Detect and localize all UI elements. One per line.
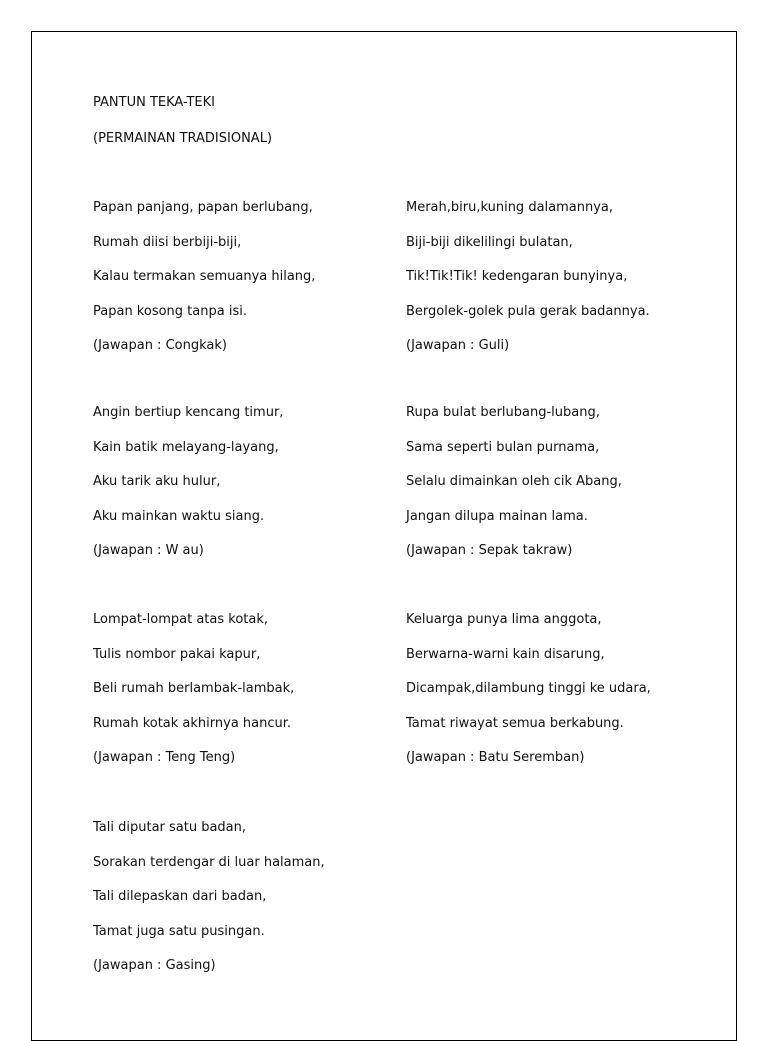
- pantun-line: Sorakan terdengar di luar halaman,: [93, 854, 325, 870]
- pantun-line: Kalau termakan semuanya hilang,: [93, 269, 316, 284]
- pantun-answer: (Jawapan : Sepak takraw): [406, 543, 573, 558]
- pantun-line: Berwarna-warni kain disarung,: [406, 646, 605, 662]
- pantun-line: Biji-biji dikelilingi bulatan,: [406, 234, 573, 250]
- pantun-line: Rumah diisi berbiji-biji,: [93, 234, 242, 250]
- pantun-sepak-takraw: [406, 405, 716, 578]
- pantun-congkak: [93, 200, 403, 373]
- pantun-line: Papan panjang, papan berlubang,: [93, 200, 313, 215]
- pantun-line: Kain batik melayang-layang,: [93, 439, 279, 455]
- pantun-line: Tali dilepaskan dari badan,: [93, 889, 267, 904]
- pantun-batu-seremban: [406, 612, 716, 785]
- pantun-line: Tali diputar satu badan,: [93, 820, 247, 835]
- pantun-line: Beli rumah berlambak-lambak,: [93, 681, 295, 696]
- pantun-line: Papan kosong tanpa isi.: [93, 303, 247, 319]
- pantun-answer: (Jawapan : Teng Teng): [93, 750, 236, 765]
- pantun-line: Rumah kotak akhirnya hancur.: [93, 715, 292, 731]
- pantun-line: Bergolek-golek pula gerak badannya.: [406, 303, 650, 319]
- pantun-answer: (Jawapan : Congkak): [93, 338, 227, 353]
- pantun-line: Selalu dimainkan oleh cik Abang,: [406, 474, 622, 489]
- pantun-line: Jangan dilupa mainan lama.: [406, 508, 588, 524]
- document-page: [31, 31, 737, 1041]
- pantun-guli: [406, 200, 716, 373]
- pantun-line: Keluarga punya lima anggota,: [406, 612, 602, 627]
- pantun-line: Tamat juga satu pusingan.: [93, 923, 265, 939]
- pantun-line: Sama seperti bulan purnama,: [406, 439, 600, 455]
- pantun-line: Angin bertiup kencang timur,: [93, 405, 284, 420]
- pantun-answer: (Jawapan : Batu Seremban): [406, 750, 585, 765]
- pantun-gasing: [93, 820, 403, 993]
- pantun-answer: (Jawapan : Gasing): [93, 958, 216, 973]
- pantun-line: Tamat riwayat semua berkabung.: [406, 715, 624, 731]
- document-subtitle: (PERMAINAN TRADISIONAL): [93, 131, 273, 146]
- pantun-answer: (Jawapan : Guli): [406, 338, 510, 353]
- pantun-wau: [93, 405, 403, 578]
- pantun-line: Merah,biru,kuning dalamannya,: [406, 200, 614, 215]
- pantun-line: Rupa bulat berlubang-lubang,: [406, 405, 600, 420]
- pantun-line: Tulis nombor pakai kapur,: [93, 646, 261, 662]
- pantun-line: Tik!Tik!Tik! kedengaran bunyinya,: [406, 269, 628, 284]
- pantun-line: Aku tarik aku hulur,: [93, 474, 221, 489]
- pantun-line: Lompat-lompat atas kotak,: [93, 612, 268, 627]
- pantun-answer: (Jawapan : W au): [93, 543, 204, 558]
- document-title: PANTUN TEKA-TEKI: [93, 95, 216, 110]
- pantun-line: Aku mainkan waktu siang.: [93, 508, 265, 524]
- pantun-line: Dicampak,dilambung tinggi ke udara,: [406, 681, 651, 696]
- pantun-teng-teng: [93, 612, 403, 785]
